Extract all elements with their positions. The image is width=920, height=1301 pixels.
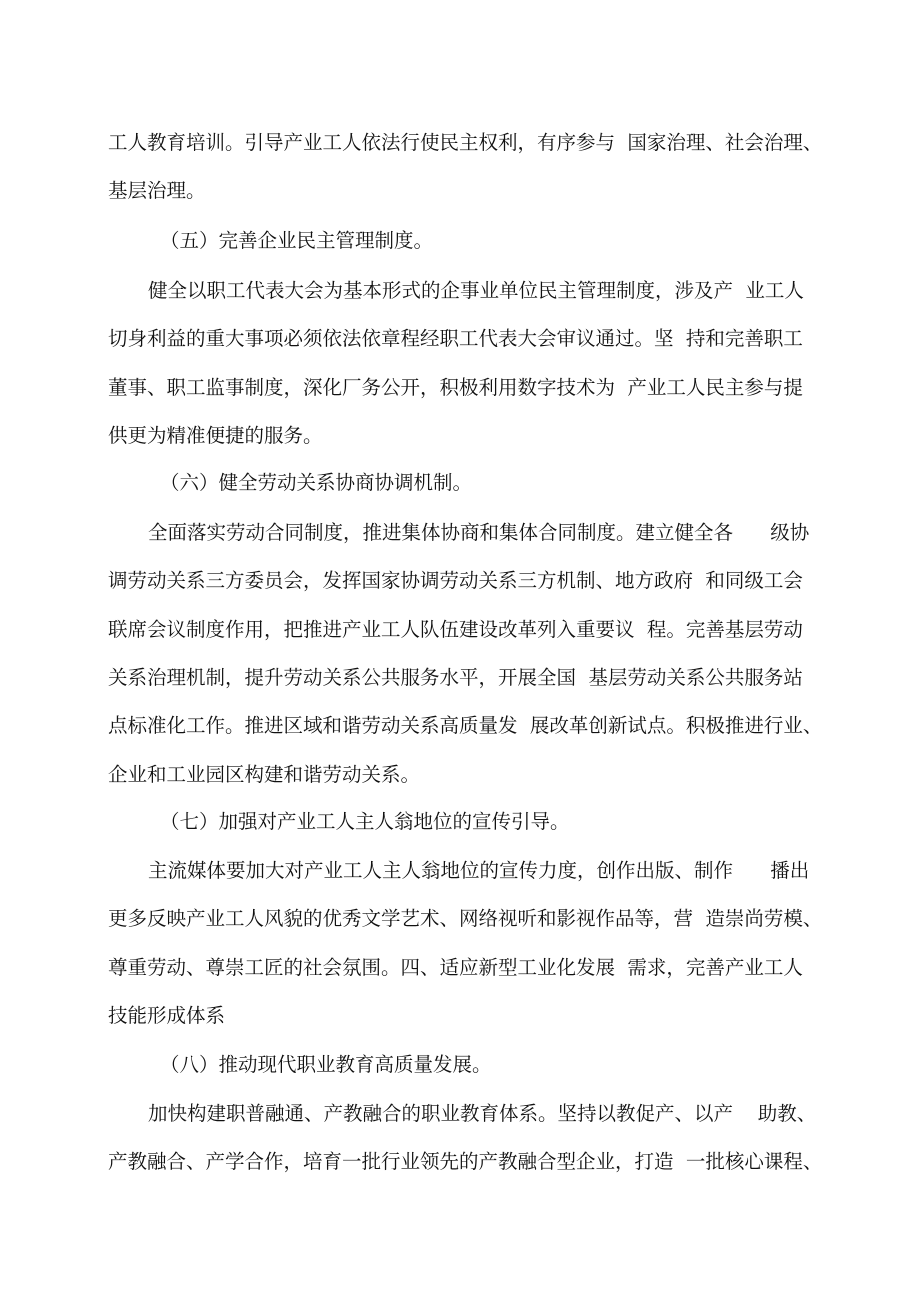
paragraph-line: 联席会议制度作用，把推进产业工人队伍建设改革列入重要议 程。完善基层劳动: [108, 618, 803, 641]
paragraph-line: 切身利益的重大事项必须依法依章程经职工代表大会审议通过。坚 持和完善职工: [108, 327, 803, 350]
paragraph-line: 加快构建职普融通、产教融合的职业教育体系。坚持以教促产、以产 助教、: [148, 1102, 817, 1125]
section-heading-7: （七）加强对产业工人主人翁地位的宣传引导。: [160, 810, 570, 833]
section-heading-5: （五）完善企业民主管理制度。: [160, 229, 434, 252]
section-heading-8: （八）推动现代职业教育高质量发展。: [160, 1053, 492, 1076]
paragraph-line: 技能形成体系: [108, 1004, 226, 1027]
paragraph-line: 主流媒体要加大对产业工人主人翁地位的宣传力度，创作出版、制作 播出: [148, 859, 810, 882]
paragraph-line: 关系治理机制，提升劳动关系公共服务水平，开展全国 基层劳动关系公共服务站: [108, 666, 803, 689]
paragraph-line: 调劳动关系三方委员会，发挥国家协调劳动关系三方机制、地方政府 和同级工会: [108, 569, 803, 592]
section-heading-6: （六）健全劳动关系协商协调机制。: [160, 471, 473, 494]
paragraph-line: 点标准化工作。推进区域和谐劳动关系高质量发 展改革创新试点。积极推进行业、: [108, 714, 823, 737]
paragraph-line: 更多反映产业工人风貌的优秀文学艺术、网络视听和影视作品等，营 造崇尚劳模、: [108, 907, 823, 930]
paragraph-line: 尊重劳动、尊崇工匠的社会氛围。四、适应新型工业化发展 需求，完善产业工人: [108, 956, 803, 979]
paragraph-line: 董事、职工监事制度，深化厂务公开，积极利用数字技术为 产业工人民主参与提: [108, 376, 803, 399]
paragraph-line: 企业和工业园区构建和谐劳动关系。: [108, 763, 421, 786]
paragraph-line: 供更为精准便捷的服务。: [108, 424, 323, 447]
paragraph-line: 工人教育培训。引导产业工人依法行使民主权利，有序参与 国家治理、社会治理、: [108, 131, 823, 154]
paragraph-line: 健全以职工代表大会为基本形式的企事业单位民主管理制度，涉及产 业工人: [148, 279, 804, 302]
paragraph-line: 全面落实劳动合同制度，推进集体协商和集体合同制度。建立健全各 级协: [148, 521, 810, 544]
paragraph-line: 产教融合、产学合作，培育一批行业领先的产教融合型企业，打造 一批核心课程、: [108, 1150, 823, 1173]
paragraph-line: 基层治理。: [108, 179, 206, 202]
